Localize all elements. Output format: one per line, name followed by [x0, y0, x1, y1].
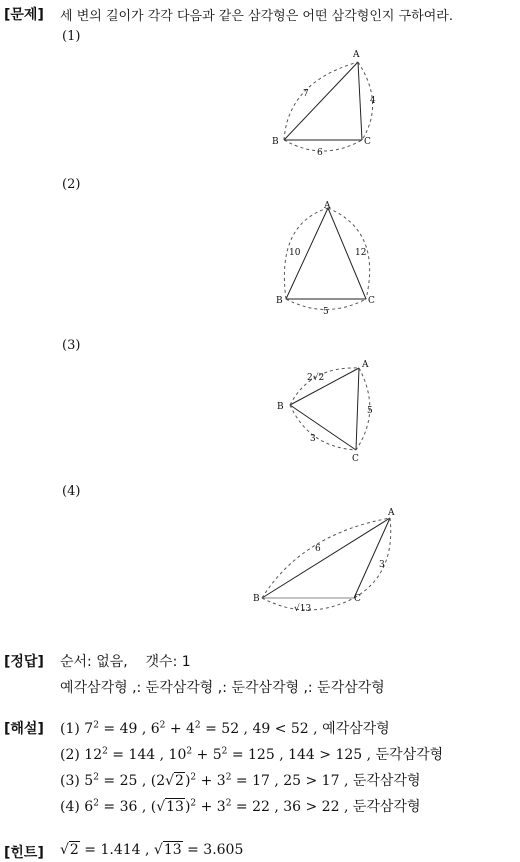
triangle-1 — [284, 62, 373, 151]
vertex-4-b: B — [253, 594, 260, 604]
side-4-ab: 6 — [315, 544, 321, 554]
explanation-line-2: (2) $12^2 = 144$ , $10^2 + 5^2 = 125$ , 144 > 125 , 둔각삼각형 — [60, 746, 444, 763]
part-3-label: (3) — [62, 338, 81, 353]
answer-tag: [정답] — [4, 654, 44, 670]
answer-order: 순서: 없음, — [60, 654, 128, 670]
explanation-conclusion-1: 예각삼각형 — [322, 721, 390, 737]
side-4-ac: 3 — [379, 560, 385, 570]
explanation-label-1: (1) — [60, 721, 80, 737]
answer-text: 예각삼각형 ,: 둔각삼각형 ,: 둔각삼각형 ,: 둔각삼각형 — [60, 680, 385, 696]
answer-count: 갯수: 1 — [145, 654, 191, 670]
explanation-label-2: (2) — [60, 747, 80, 763]
answer-meta — [60, 651, 191, 671]
explanation-conclusion-4: 둔각삼각형 — [352, 799, 421, 815]
part-4-label: (4) — [62, 484, 81, 499]
vertex-4-a: A — [388, 508, 395, 518]
explanation-label-4: (4) — [60, 799, 80, 815]
part-1-label: (1) — [62, 29, 81, 44]
explanation-label-3: (3) — [60, 773, 80, 789]
side-3-bc: 3 — [310, 434, 316, 444]
side-1-ab: 7 — [303, 89, 309, 99]
vertex-1-b: B — [272, 137, 279, 147]
problem-question: 세 변의 길이가 각각 다음과 같은 삼각형은 어떤 삼각형인지 구하여라. — [60, 9, 453, 24]
side-3-ab: 2√2 — [307, 373, 325, 383]
triangle-4 — [262, 518, 391, 610]
vertex-3-c: C — [352, 454, 359, 464]
explanation-tag: [해설] — [4, 721, 44, 737]
vertex-1-a: A — [353, 50, 360, 60]
vertex-3-b: B — [277, 402, 284, 412]
explanation-line-4: (4) $6^2 = 36$ , $(√13)^2 + 3^2 = 22$ , 36 > 22 , 둔각삼각형 — [60, 798, 421, 815]
vertex-2-a: A — [324, 201, 331, 211]
hint-text: √2 = 1.414 , √13 = 3.605 — [60, 842, 244, 858]
side-2-ac: 12 — [355, 248, 367, 258]
vertex-2-c: C — [368, 296, 375, 306]
problem-tag: [문제] — [4, 7, 44, 23]
side-2-ab: 10 — [289, 248, 301, 258]
vertex-3-a: A — [362, 360, 369, 370]
side-1-ac: 4 — [370, 96, 376, 106]
side-1-bc: 6 — [317, 148, 323, 158]
side-4-bc: √13 — [294, 604, 312, 614]
explanation-line-3: (3) $5^2 = 25$ , $(2√2)^2 + 3^2 = 17$ , 25 > 17 , 둔각삼각형 — [60, 772, 421, 789]
vertex-4-c: C — [354, 594, 361, 604]
explanation-line-1: (1) $7^2 = 49$ , $6^2 + 4^2 = 52$ , 49 < 52 , 예각삼각형 — [60, 720, 390, 737]
vertex-2-b: B — [276, 296, 283, 306]
vertex-1-c: C — [364, 137, 371, 147]
side-3-ac: 5 — [367, 406, 373, 416]
part-2-label: (2) — [62, 177, 81, 192]
side-2-bc: 5 — [323, 307, 329, 317]
explanation-conclusion-2: 둔각삼각형 — [375, 747, 444, 763]
hint-tag: [힌트] — [4, 845, 44, 861]
triangle-3 — [290, 368, 370, 450]
explanation-conclusion-3: 둔각삼각형 — [352, 773, 421, 789]
triangle-2 — [284, 208, 369, 310]
